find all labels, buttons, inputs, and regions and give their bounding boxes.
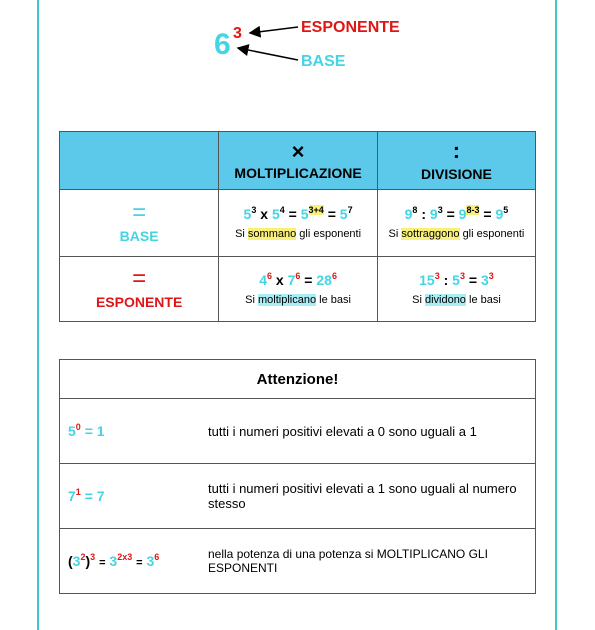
formula: $5^3$ x $5^4 = 5^{3+4} = 5^7$	[243, 205, 353, 222]
divide-header	[377, 132, 535, 190]
formula: $15^3$ : $5^3 = 3^3$	[419, 271, 494, 288]
rule-description: Si sommano gli esponenti	[235, 228, 362, 240]
header-arrows	[0, 0, 595, 80]
same-exponent-row-header	[60, 257, 219, 322]
same-base-row-header	[60, 190, 219, 257]
left-border-line	[37, 0, 39, 630]
same-exponent-symbol: =	[132, 265, 147, 292]
rule-description: Si dividono le basi	[412, 294, 501, 306]
formula: $9^8$ : $9^3 = 9^{8-3} = 9^5$	[404, 205, 509, 222]
formula: $4^6$ x $7^6 = 28^6$	[259, 271, 337, 288]
power-of-power-formula: $(3^2)^3 = 3^{2x3} = 3^6$	[60, 529, 209, 594]
one-exponent-formula: $7^1 = 7$	[60, 464, 209, 529]
one-exponent-text: tutti i numeri positivi elevati a 1 sono uguali al numero stesso	[208, 464, 536, 529]
same-exponent-multiply-cell	[219, 257, 378, 322]
arrow-to-base	[238, 48, 298, 60]
zero-exponent-text: tutti i numeri positivi elevati a 0 sono uguali a 1	[208, 399, 536, 464]
power-of-power-row	[60, 529, 536, 594]
multiply-label: MOLTIPLICAZIONE	[234, 164, 362, 181]
multiply-header	[219, 132, 378, 190]
same-base-multiply-cell	[219, 190, 378, 257]
attention-table	[59, 359, 536, 594]
label-base: BASE	[301, 53, 346, 70]
same-exponent-label: ESPONENTE	[95, 294, 183, 310]
power-of-power-text: nella potenza di una potenza si MOLTIPLICANO GLI ESPONENTI	[208, 529, 536, 594]
rule-description: Si sottraggono gli esponenti	[388, 228, 525, 240]
zero-exponent-row	[60, 399, 536, 464]
header-base: 6	[214, 28, 231, 61]
rules-table	[59, 131, 536, 322]
same-base-label: BASE	[119, 228, 159, 244]
right-border-line	[555, 0, 557, 630]
zero-exponent-formula: $5^0 = 1$	[60, 399, 209, 464]
same-base-divide-cell	[377, 190, 535, 257]
one-exponent-row	[60, 464, 536, 529]
same-base-symbol: =	[132, 199, 147, 226]
rule-description: Si moltiplicano le basi	[245, 294, 351, 306]
attention-title: Attenzione!	[60, 360, 536, 399]
same-exponent-divide-cell	[377, 257, 535, 322]
divide-symbol: :	[452, 137, 461, 163]
label-exponent: ESPONENTE	[301, 19, 400, 36]
multiply-symbol: ×	[291, 138, 305, 164]
divide-label: DIVISIONE	[421, 165, 492, 182]
header-exponent: 3	[233, 25, 242, 42]
arrow-to-exponent	[250, 27, 298, 33]
empty-header-cell	[60, 132, 219, 190]
